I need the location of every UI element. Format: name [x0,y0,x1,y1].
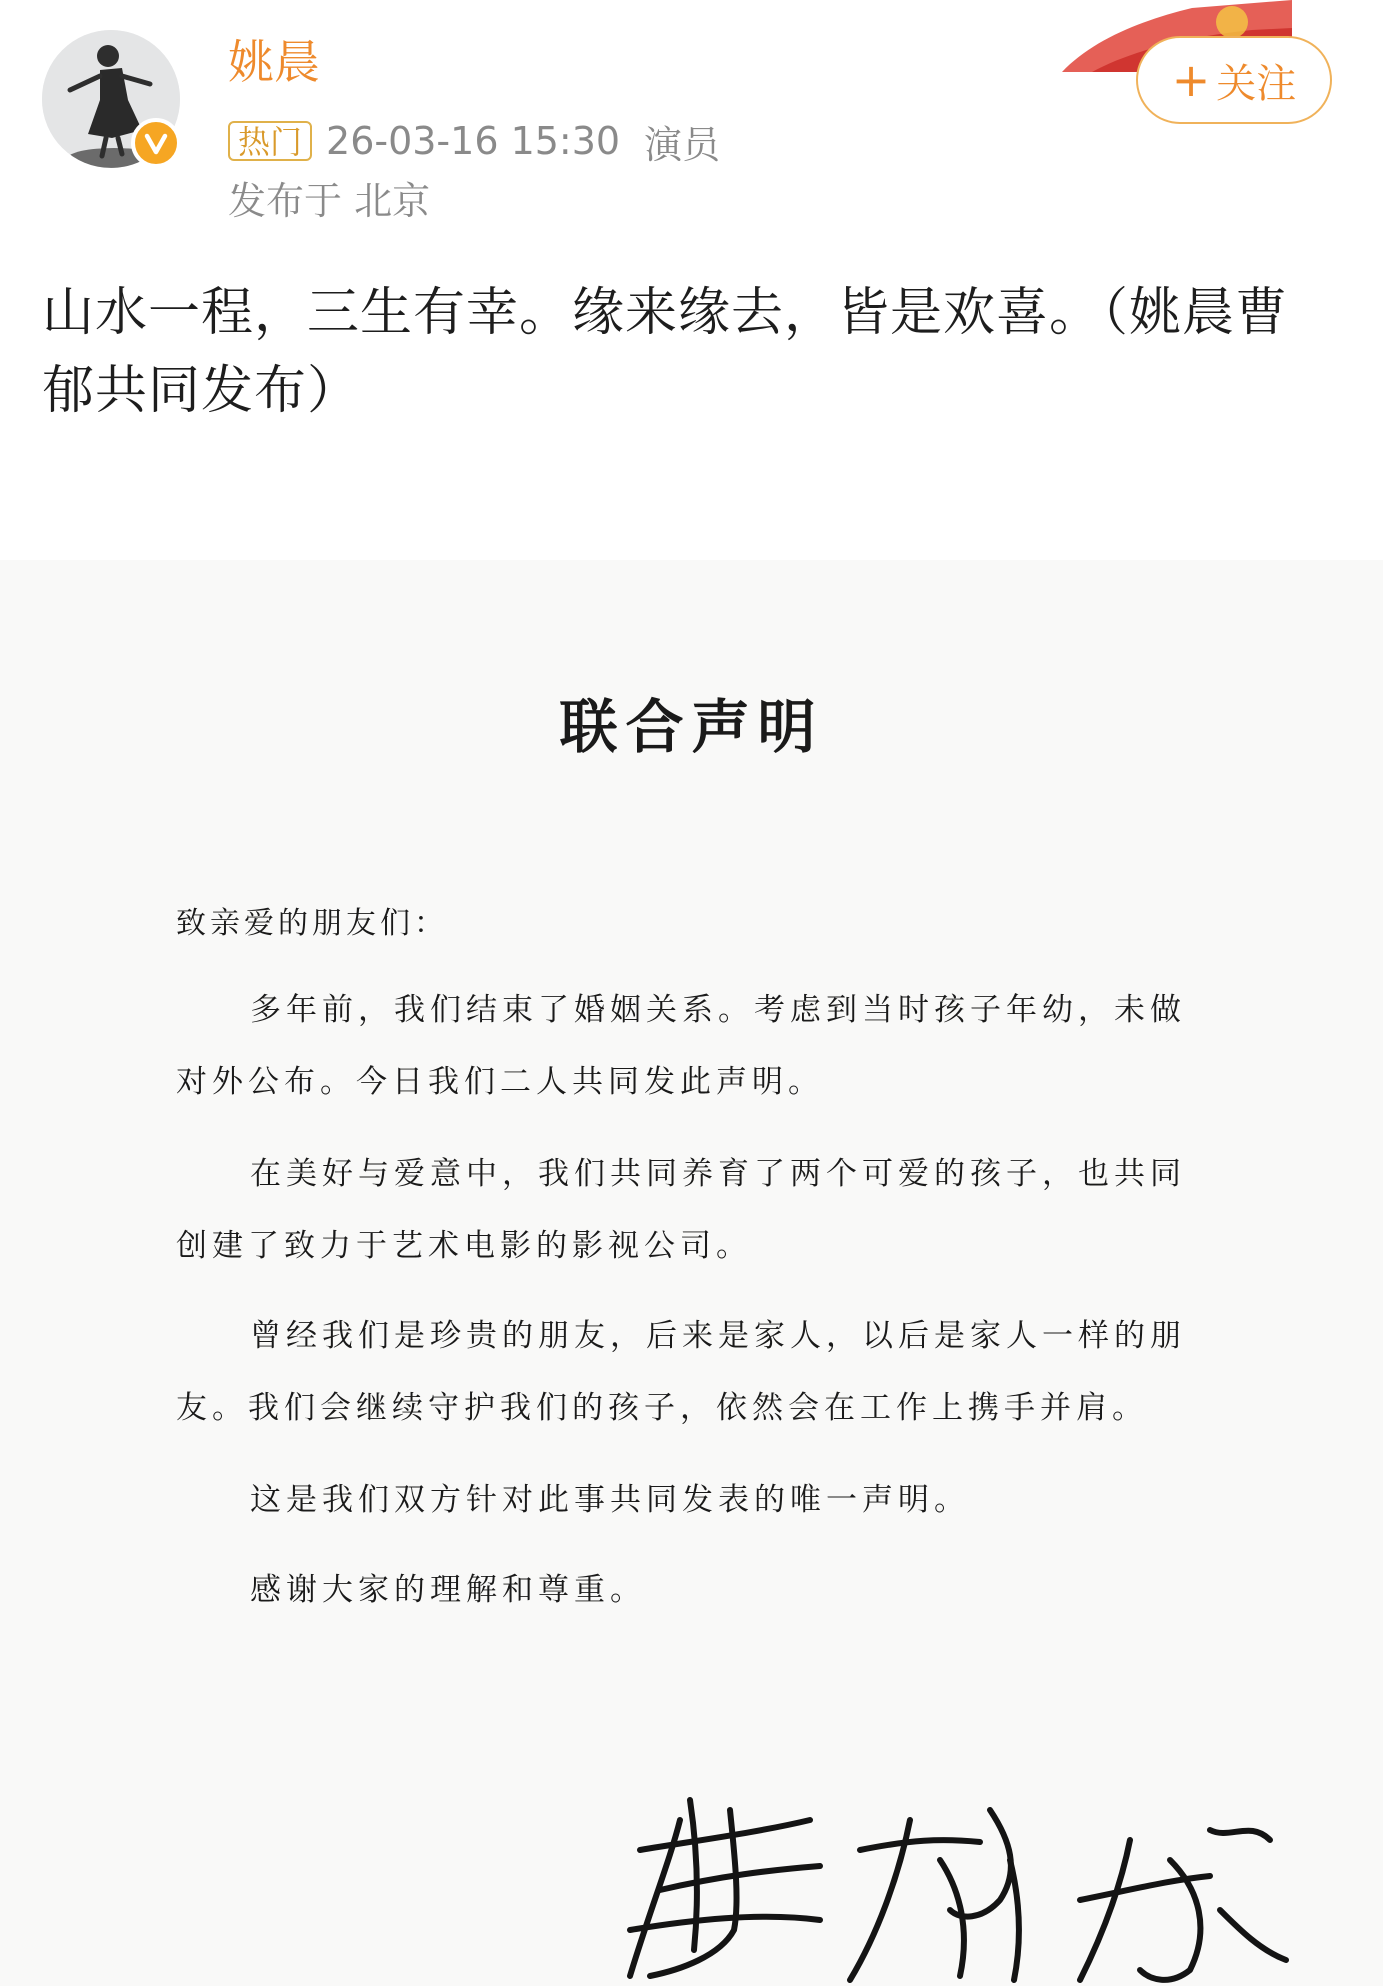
verified-v-icon [141,128,171,158]
follow-button-label: 关注 [1216,60,1297,107]
post-meta [228,116,720,166]
post-timestamp: 26-03-16 15:30 [326,119,621,163]
plus-icon: + [1171,53,1211,107]
hot-badge: 热门 [228,121,312,161]
follow-button[interactable] [1136,36,1332,124]
letter-title: 联合声明 [559,693,824,761]
handwritten-signature [610,1780,1290,1986]
letter-greeting: 致亲爱的朋友们： [176,906,448,941]
letter-paragraph: 曾经我们是珍贵的朋友，后来是家人，以后是家人一样的朋友。我们会继续守护我们的孩子，依然会在工作上携手并肩。 [176,1318,1186,1426]
verified-badge [131,118,181,168]
author-tag: 演员 [644,122,721,167]
letter-paragraph: 感谢大家的理解和尊重。 [250,1572,646,1608]
letter-paragraph: 多年前，我们结束了婚姻关系。考虑到当时孩子年幼，未做对外公布。今日我们二人共同发此声明。 [176,992,1186,1100]
author-name[interactable]: 姚晨 [228,35,320,89]
letter-paragraph: 在美好与爱意中，我们共同养育了两个可爱的孩子，也共同创建了致力于艺术电影的影视公司。 [176,1156,1186,1264]
post-location: 发布于 北京 [228,179,431,223]
post-text: 山水一程，三生有幸。缘来缘去，皆是欢喜。（姚晨曹郁共同发布） [42,283,1289,421]
statement-image[interactable] [0,560,1383,1986]
letter-paragraph: 这是我们双方针对此事共同发表的唯一声明。 [250,1482,970,1518]
